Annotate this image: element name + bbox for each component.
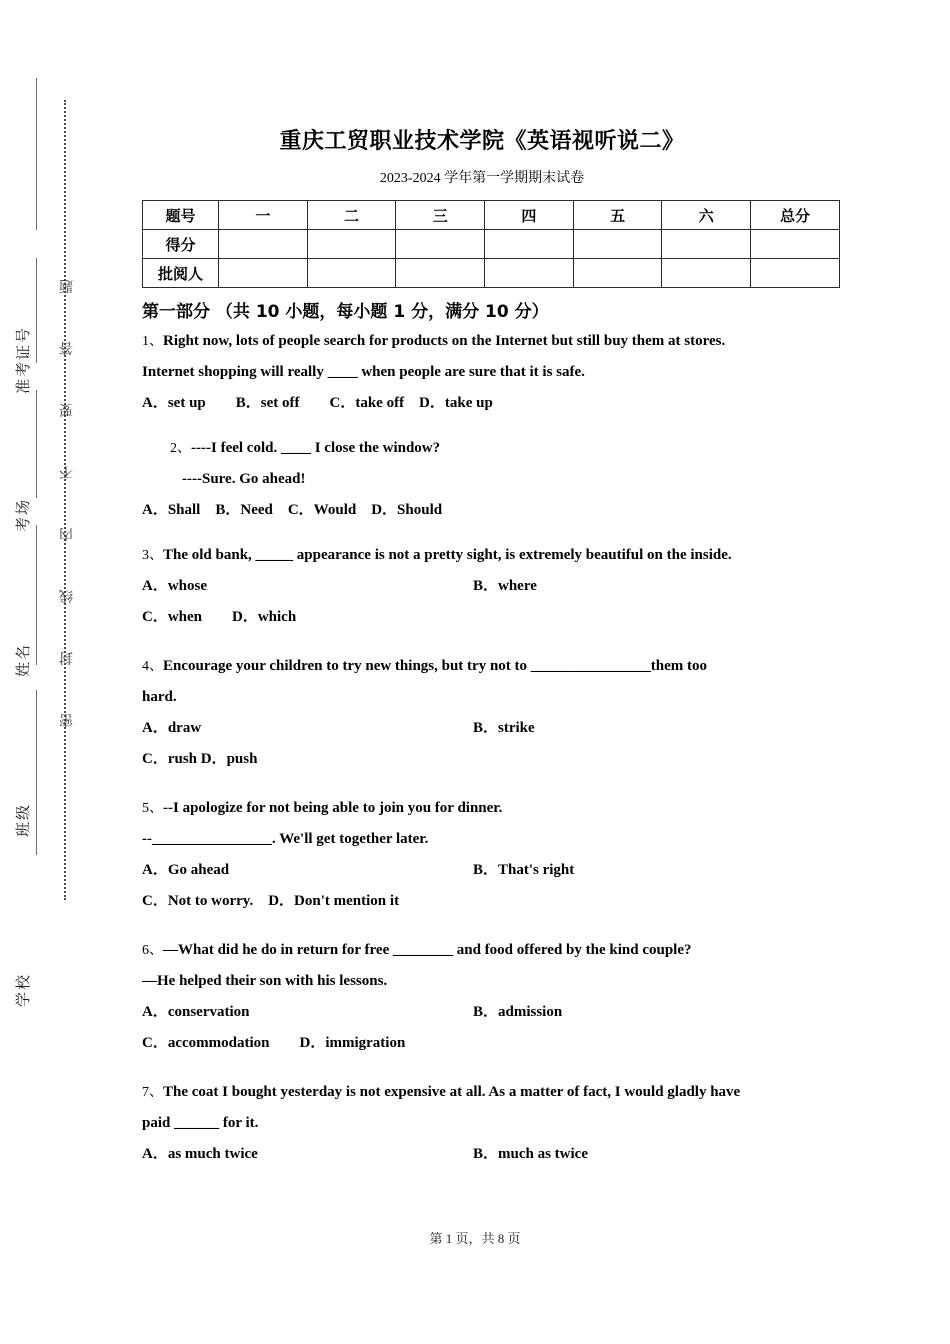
- grader-cell[interactable]: [662, 259, 751, 288]
- seal-rule-segment: [36, 78, 37, 230]
- question-1: [142, 326, 822, 419]
- grader-cell[interactable]: [485, 259, 574, 288]
- question-options-ab: [142, 713, 822, 744]
- score-table-col-1: 一: [219, 201, 308, 230]
- question-stem: [142, 526, 822, 571]
- question-text: The old bank, _____ appearance is not a pretty sight, is extremely beautiful on the inside.: [163, 547, 732, 563]
- option-a[interactable]: A．whose: [142, 578, 208, 594]
- page-subtitle: 2023-2024 学年第一学期期末试卷: [379, 171, 585, 186]
- question-options-cd[interactable]: C．rush D．push: [142, 751, 258, 767]
- question-5: [142, 775, 822, 917]
- question-options-cd[interactable]: C．Not to worry. D．Don't mention it: [142, 893, 400, 909]
- question-text: Encourage your children to try new things, but try not to ________________them too: [163, 658, 708, 674]
- page-title: 重庆工贸职业技术学院《英语视听说二》: [279, 129, 685, 154]
- question-options[interactable]: A．set up B．set off C．take off D．take up: [142, 395, 493, 411]
- question-text: ----I feel cold. ____ I close the window?: [191, 440, 441, 456]
- question-number: 1、: [142, 334, 163, 349]
- question-stem-cont: paid ______ for it.: [142, 1115, 259, 1131]
- page-footer: 第 1 页，共 8 页: [429, 1231, 521, 1246]
- question-stem-cont: —He helped their son with his lessons.: [142, 973, 388, 989]
- score-table-col-6: 六: [662, 201, 751, 230]
- score-table-col-5: 五: [573, 201, 662, 230]
- score-cell[interactable]: [485, 230, 574, 259]
- question-options[interactable]: A．Shall B．Need C．Would D．Should: [142, 502, 443, 518]
- question-stem: [142, 326, 822, 357]
- score-table-rowhead: 得分: [143, 230, 219, 259]
- score-cell[interactable]: [662, 230, 751, 259]
- question-number: 7、: [142, 1085, 163, 1100]
- question-stem: [142, 633, 822, 682]
- question-number: 5、: [142, 801, 163, 816]
- option-b[interactable]: B．much as twice: [473, 1146, 588, 1162]
- question-options-ab: [142, 997, 822, 1028]
- score-cell[interactable]: [396, 230, 485, 259]
- question-stem-cont: hard.: [142, 689, 177, 705]
- seal-rule-segment: [36, 258, 37, 363]
- score-cell[interactable]: [573, 230, 662, 259]
- seal-char-bu: 不: [59, 463, 73, 478]
- score-table-col-total: 总分: [751, 201, 840, 230]
- seal-char-mi: 密: [59, 711, 73, 726]
- question-number: 2、: [170, 441, 191, 456]
- score-cell[interactable]: [307, 230, 396, 259]
- grader-cell[interactable]: [396, 259, 485, 288]
- exam-paper-body: [142, 0, 822, 1170]
- seal-char-ti: 题: [59, 277, 73, 292]
- grader-cell[interactable]: [573, 259, 662, 288]
- seal-dotted-rule: [64, 100, 66, 900]
- table-row: [143, 259, 840, 288]
- seal-char-da: 答: [59, 339, 73, 354]
- score-table-col-3: 三: [396, 201, 485, 230]
- question-options-ab: [142, 855, 822, 886]
- question-6: [142, 917, 822, 1059]
- score-table-rowhead: 题号: [143, 201, 219, 230]
- question-text: —What did he do in return for free ________ and food offered by the kind couple?: [163, 942, 692, 958]
- question-text: The coat I bought yesterday is not expensive at all. As a matter of fact, I would gladly have: [163, 1084, 741, 1100]
- margin-field-banji: 班级: [16, 803, 32, 838]
- margin-field-kaochang: 考场: [16, 498, 32, 533]
- question-text: Right now, lots of people search for products on the Internet but still buy them at stores.: [163, 333, 726, 349]
- question-7: [142, 1059, 822, 1170]
- score-cell[interactable]: [219, 230, 308, 259]
- question-stem-cont: Internet shopping will really ____ when people are sure that it is safe.: [142, 364, 585, 380]
- question-number: 6、: [142, 943, 163, 958]
- score-table-rowhead: 批阅人: [143, 259, 219, 288]
- margin-field-xingming: 姓名: [16, 643, 32, 678]
- seal-char-feng: 封: [59, 649, 73, 664]
- grader-cell[interactable]: [751, 259, 840, 288]
- question-3: [142, 526, 822, 633]
- sealed-line-margin: [0, 0, 130, 1344]
- margin-field-zhunkaozhenghao: 准考证号: [16, 326, 32, 395]
- table-row: [143, 230, 840, 259]
- question-stem-cont: --________________. We'll get together later.: [142, 831, 429, 847]
- score-cell[interactable]: [751, 230, 840, 259]
- question-stem: [142, 419, 822, 464]
- option-b[interactable]: B．admission: [473, 1004, 563, 1020]
- question-options-cd[interactable]: C．accommodation D．immigration: [142, 1035, 406, 1051]
- seal-rule-segment: [36, 525, 37, 665]
- seal-char-yao: 要: [59, 401, 73, 416]
- question-2: [142, 419, 822, 526]
- option-b[interactable]: B．That's right: [473, 862, 575, 878]
- table-row: [143, 201, 840, 230]
- seal-char-xian: 线: [59, 587, 73, 602]
- seal-char-nei: 内: [59, 525, 73, 540]
- question-options-cd[interactable]: C．when D．which: [142, 609, 297, 625]
- option-a[interactable]: A．as much twice: [142, 1146, 258, 1162]
- seal-rule-segment: [36, 690, 37, 855]
- score-table-col-4: 四: [485, 201, 574, 230]
- option-a[interactable]: A．conservation: [142, 1004, 250, 1020]
- grader-cell[interactable]: [307, 259, 396, 288]
- option-a[interactable]: A．Go ahead: [142, 862, 230, 878]
- question-stem-cont: ----Sure. Go ahead!: [182, 471, 306, 487]
- question-stem: [142, 917, 822, 966]
- grader-cell[interactable]: [219, 259, 308, 288]
- margin-field-xuexiao: 学校: [16, 973, 32, 1008]
- score-table-col-2: 二: [307, 201, 396, 230]
- question-number: 4、: [142, 659, 163, 674]
- question-options-ab: [142, 571, 822, 602]
- question-4: [142, 633, 822, 775]
- question-text: --I apologize for not being able to join you for dinner.: [163, 800, 503, 816]
- option-a[interactable]: A．draw: [142, 720, 202, 736]
- score-table: [142, 200, 840, 288]
- option-b[interactable]: B．where: [473, 578, 537, 594]
- question-stem: [142, 775, 822, 824]
- question-number: 3、: [142, 548, 163, 563]
- question-stem: [142, 1059, 822, 1108]
- section-heading-part-1: 第一部分 （共 10 小题，每小题 1 分，满分 10 分）: [142, 302, 549, 322]
- question-options-ab: [142, 1139, 822, 1170]
- seal-rule-segment: [36, 390, 37, 498]
- option-b[interactable]: B．strike: [473, 720, 535, 736]
